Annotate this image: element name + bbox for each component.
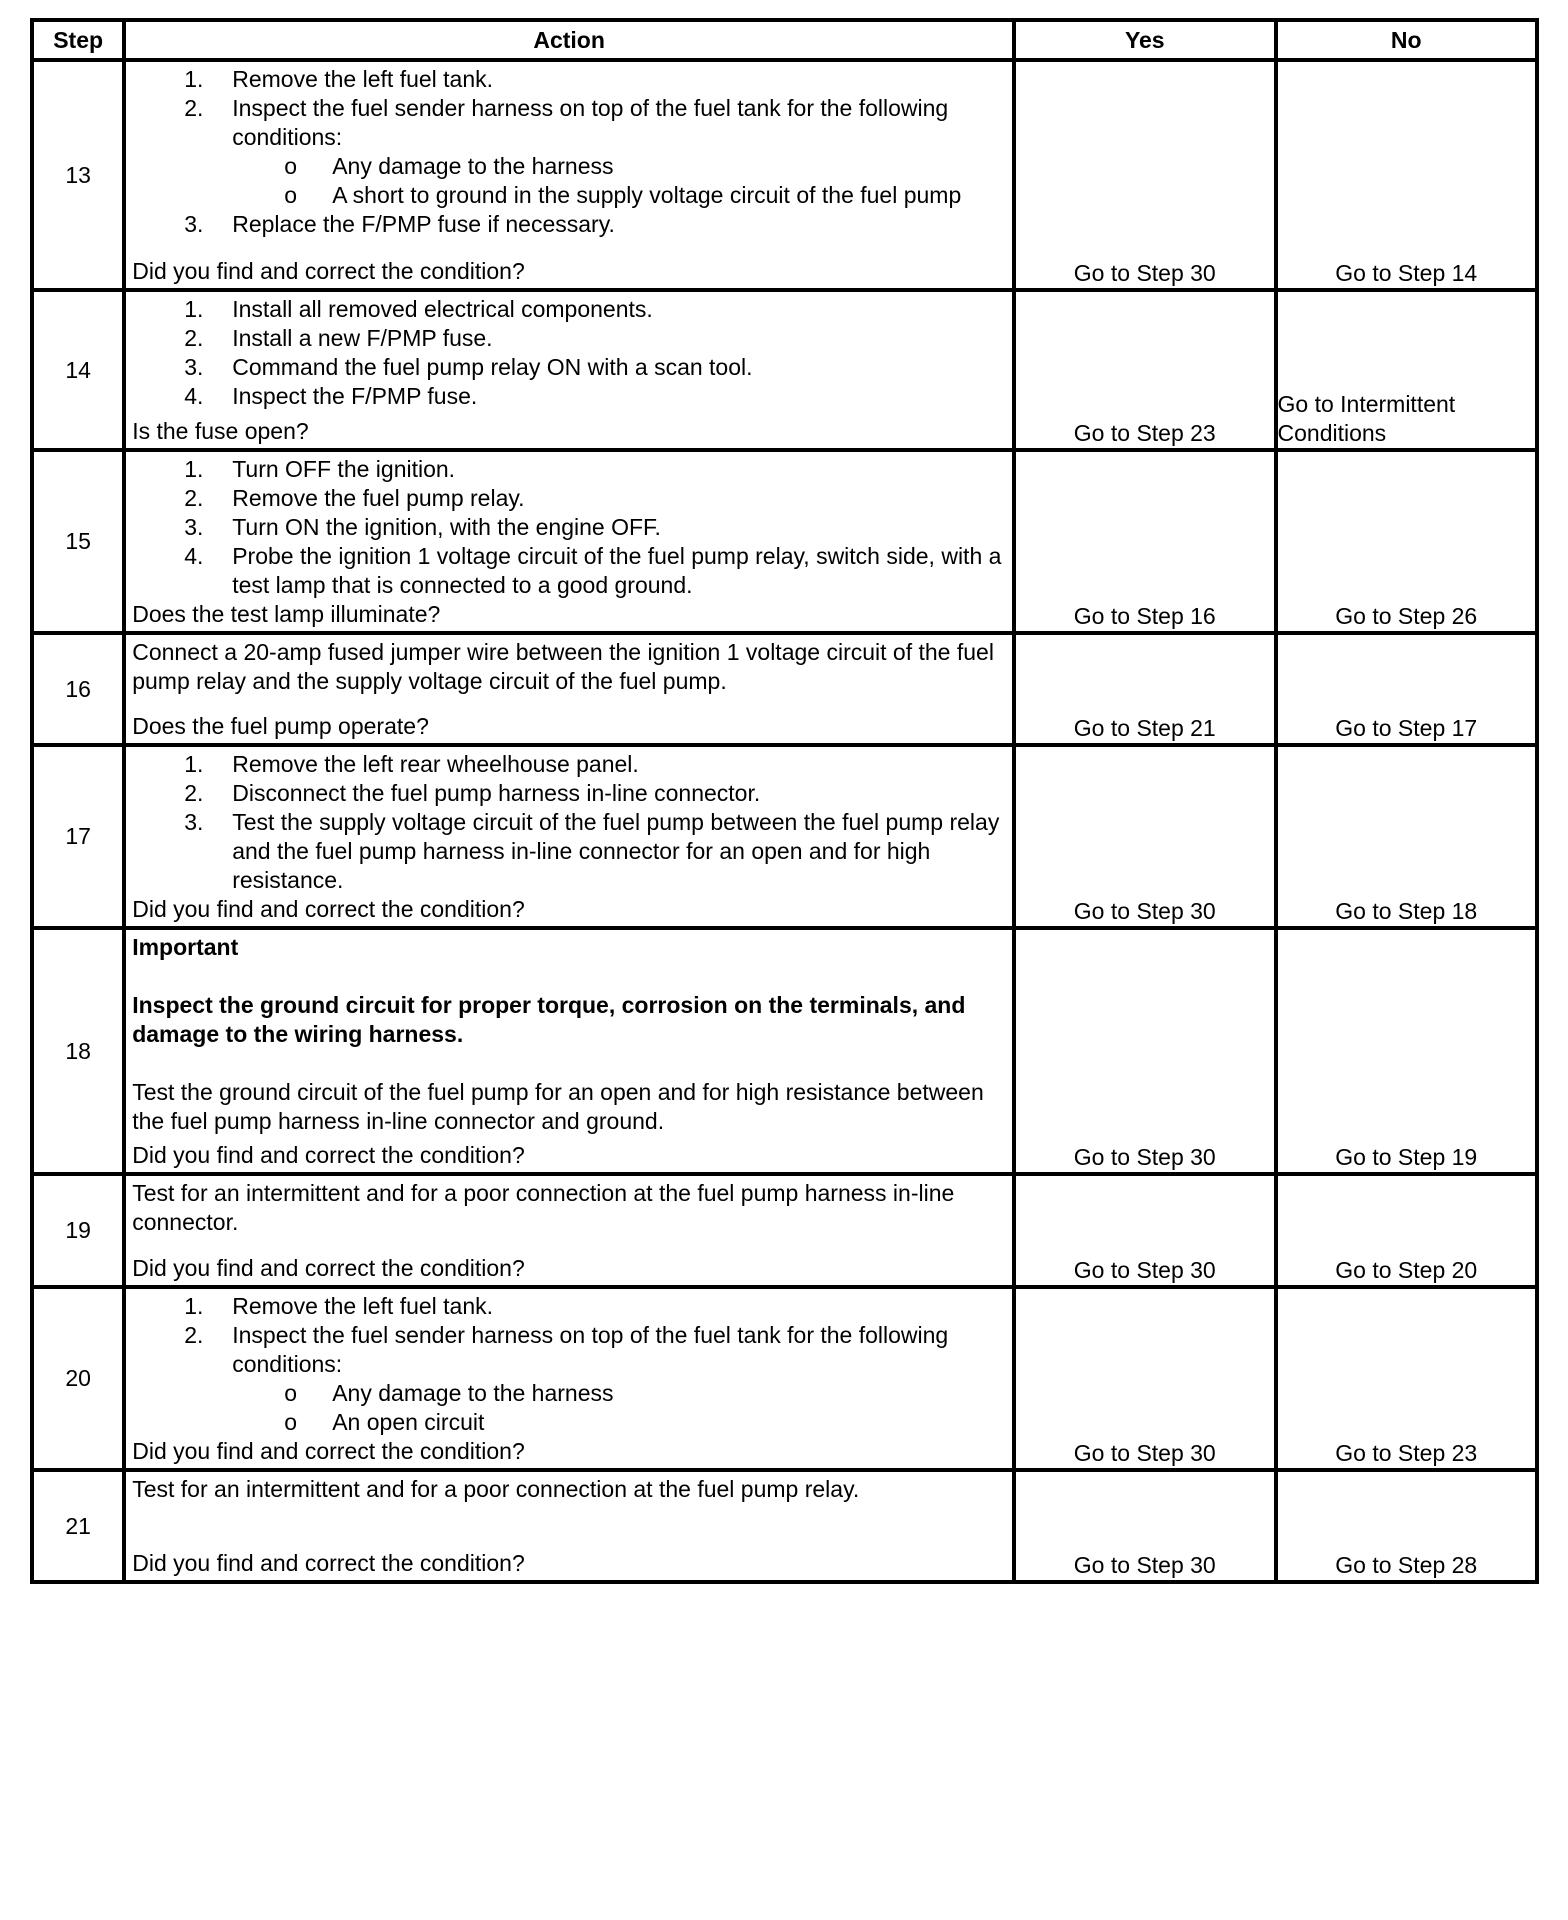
item-number: 3. (184, 354, 204, 380)
action-cell (124, 745, 1014, 928)
action-cell (124, 450, 1014, 633)
numbered-item (132, 513, 1006, 542)
item-text: Test the supply voltage circuit of the fuel pump between the fuel pump relay and the fuel pump harness in-line connector for an open and for high resistance. (232, 809, 1000, 893)
no-result: Go to Step 23 (1276, 1287, 1538, 1470)
item-number: 3. (184, 514, 204, 540)
sub-item (132, 1408, 1006, 1437)
item-text: Turn ON the ignition, with the engine OFF. (232, 514, 661, 540)
numbered-item (132, 1321, 1006, 1379)
item-text: Disconnect the fuel pump harness in-line connector. (232, 780, 761, 806)
item-number: 2. (184, 1322, 204, 1348)
item-number: 1. (184, 1293, 204, 1319)
yes-result: Go to Step 30 (1014, 1174, 1275, 1287)
numbered-item (132, 324, 1006, 353)
header-action: Action (124, 20, 1014, 60)
item-text: Inspect the fuel sender harness on top of the fuel tank for the following conditions: (232, 1322, 949, 1377)
item-text: Install a new F/PMP fuse. (232, 325, 493, 351)
step-number: 18 (32, 928, 124, 1174)
item-number: 1. (184, 751, 204, 777)
action-paragraph: Connect a 20-amp fused jumper wire between the ignition 1 voltage circuit of the fuel pump relay and the supply voltage circuit of the fuel pump. (132, 639, 994, 694)
item-text: Inspect the fuel sender harness on top of the fuel tank for the following conditions: (232, 95, 949, 150)
table-row (32, 450, 1537, 633)
item-text: Remove the left rear wheelhouse panel. (232, 751, 639, 777)
numbered-item (132, 750, 1006, 779)
numbered-item (132, 353, 1006, 382)
item-number: 3. (184, 211, 204, 237)
item-number: 2. (184, 325, 204, 351)
action-instructions (132, 933, 1006, 1136)
no-result: Go to Step 19 (1276, 928, 1538, 1174)
item-text: Remove the left fuel tank. (232, 66, 494, 92)
item-number: 1. (184, 296, 204, 322)
action-instructions (132, 1475, 1006, 1504)
question-text: Did you find and correct the condition? (132, 1255, 525, 1281)
no-result: Go to Step 20 (1276, 1174, 1538, 1287)
item-text: Turn OFF the ignition. (232, 456, 456, 482)
action-paragraph: Test for an intermittent and for a poor connection at the fuel pump relay. (132, 1476, 860, 1502)
sub-item-text: An open circuit (332, 1409, 485, 1435)
action-cell (124, 1174, 1014, 1287)
sub-item-text: A short to ground in the supply voltage circuit of the fuel pump (332, 182, 962, 208)
item-number: 4. (184, 383, 204, 409)
action-paragraph: Test for an intermittent and for a poor connection at the fuel pump harness in-line connector. (132, 1180, 955, 1235)
action-instructions (132, 1179, 1006, 1237)
header-row (32, 20, 1537, 60)
numbered-item (132, 808, 1006, 895)
yes-result: Go to Step 16 (1014, 450, 1275, 633)
no-result: Go to Step 14 (1276, 60, 1538, 290)
question-text: Did you find and correct the condition? (132, 1550, 525, 1576)
question-text: Did you find and correct the condition? (132, 1142, 525, 1168)
table-row (32, 745, 1537, 928)
yes-result: Go to Step 30 (1014, 928, 1275, 1174)
action-cell (124, 1470, 1014, 1582)
question-text: Does the fuel pump operate? (132, 713, 429, 739)
bullet-icon: o (284, 153, 298, 179)
step-number: 13 (32, 60, 124, 290)
numbered-item (132, 779, 1006, 808)
question-text: Does the test lamp illuminate? (132, 601, 441, 627)
action-cell (124, 60, 1014, 290)
item-number: 2. (184, 780, 204, 806)
yes-result: Go to Step 30 (1014, 745, 1275, 928)
item-number: 1. (184, 456, 204, 482)
yes-result: Go to Step 30 (1014, 60, 1275, 290)
item-text: Install all removed electrical components. (232, 296, 653, 322)
action-cell (124, 1287, 1014, 1470)
step-number: 16 (32, 633, 124, 745)
step-number: 15 (32, 450, 124, 633)
question-text: Did you find and correct the condition? (132, 258, 525, 284)
important-text: Inspect the ground circuit for proper torque, corrosion on the terminals, and damage to the wiring harness. (132, 992, 966, 1047)
numbered-item (132, 455, 1006, 484)
table-body (32, 60, 1537, 1582)
item-text: Inspect the F/PMP fuse. (232, 383, 478, 409)
action-cell (124, 633, 1014, 745)
action-instructions (132, 1292, 1006, 1437)
item-number: 2. (184, 95, 204, 121)
numbered-item (132, 1292, 1006, 1321)
question-text: Did you find and correct the condition? (132, 896, 525, 922)
table-row (32, 1174, 1537, 1287)
item-number: 3. (184, 809, 204, 835)
yes-result: Go to Step 21 (1014, 633, 1275, 745)
sub-item (132, 1379, 1006, 1408)
step-number: 21 (32, 1470, 124, 1582)
sub-item (132, 152, 1006, 181)
yes-result: Go to Step 30 (1014, 1470, 1275, 1582)
item-text: Remove the fuel pump relay. (232, 485, 525, 511)
numbered-item (132, 382, 1006, 411)
sub-item-text: Any damage to the harness (332, 1380, 614, 1406)
table-row (32, 290, 1537, 450)
action-instructions (132, 295, 1006, 411)
item-number: 4. (184, 543, 204, 569)
table-row (32, 60, 1537, 290)
question-text: Did you find and correct the condition? (132, 1438, 525, 1464)
no-result: Go to Step 28 (1276, 1470, 1538, 1582)
no-result: Go to Step 26 (1276, 450, 1538, 633)
action-cell (124, 928, 1014, 1174)
action-instructions (132, 455, 1006, 600)
header-no: No (1276, 20, 1538, 60)
item-text: Replace the F/PMP fuse if necessary. (232, 211, 615, 237)
diagnostic-table (30, 18, 1539, 1584)
item-text: Command the fuel pump relay ON with a scan tool. (232, 354, 753, 380)
item-text: Probe the ignition 1 voltage circuit of the fuel pump relay, switch side, with a test lamp that is connected to a good ground. (232, 543, 1002, 598)
bullet-icon: o (284, 1380, 298, 1406)
sub-item (132, 181, 1006, 210)
action-paragraph: Test the ground circuit of the fuel pump for an open and for high resistance between the fuel pump harness in-line connector and ground. (132, 1079, 984, 1134)
numbered-item (132, 295, 1006, 324)
no-result: Go to Step 18 (1276, 745, 1538, 928)
bullet-icon: o (284, 1409, 298, 1435)
numbered-item (132, 210, 1006, 239)
table-row (32, 928, 1537, 1174)
action-instructions (132, 750, 1006, 895)
question-text: Is the fuse open? (132, 418, 309, 444)
important-title: Important (132, 934, 239, 960)
numbered-item (132, 94, 1006, 152)
numbered-item (132, 65, 1006, 94)
bullet-icon: o (284, 182, 298, 208)
table-row (32, 633, 1537, 745)
table-row (32, 1287, 1537, 1470)
item-number: 1. (184, 66, 204, 92)
yes-result: Go to Step 30 (1014, 1287, 1275, 1470)
step-number: 14 (32, 290, 124, 450)
step-number: 19 (32, 1174, 124, 1287)
yes-result: Go to Step 23 (1014, 290, 1275, 450)
no-result: Go to Step 17 (1276, 633, 1538, 745)
table-row (32, 1470, 1537, 1582)
action-cell (124, 290, 1014, 450)
sub-item-text: Any damage to the harness (332, 153, 614, 179)
action-instructions (132, 65, 1006, 239)
step-number: 17 (32, 745, 124, 928)
header-yes: Yes (1014, 20, 1275, 60)
numbered-item (132, 484, 1006, 513)
item-number: 2. (184, 485, 204, 511)
action-instructions (132, 638, 1006, 696)
item-text: Remove the left fuel tank. (232, 1293, 494, 1319)
step-number: 20 (32, 1287, 124, 1470)
header-step: Step (32, 20, 124, 60)
numbered-item (132, 542, 1006, 600)
no-result: Go to Intermittent Conditions (1276, 290, 1538, 450)
